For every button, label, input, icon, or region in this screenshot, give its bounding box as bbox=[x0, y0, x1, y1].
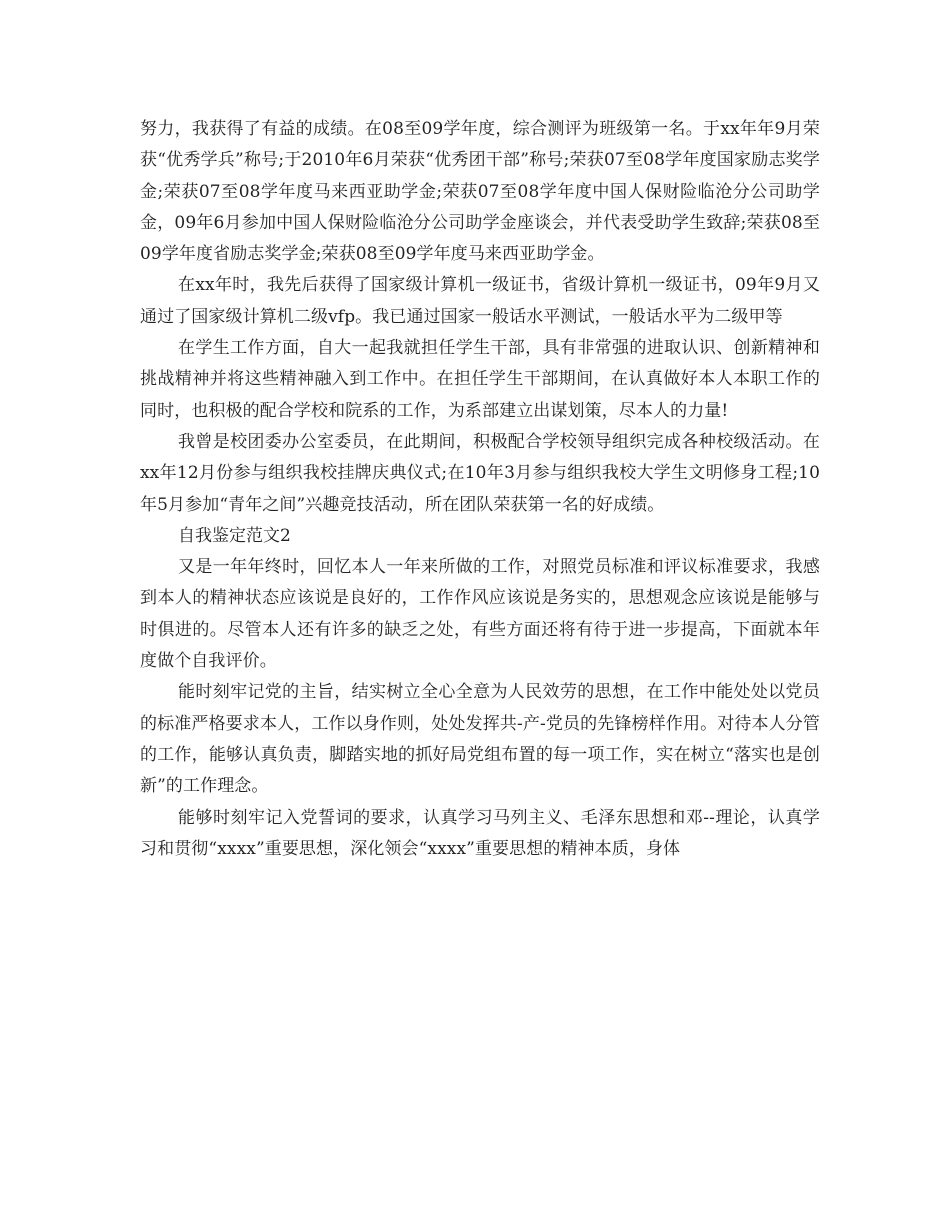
section-heading: 自我鉴定范文2 bbox=[178, 525, 291, 546]
paragraph-awards: 努力，我获得了有益的成绩。在08至09学年度，综合测评为班级第一名。于xx年年9月荣获“优秀学兵”称号;于2010年6月荣获“优秀团干部”称号;荣获07至08学年度国家励志奖学金;荣获07至08学年度马来西亚助学金;荣获07至08学年度中国人保财险临沧分公司助学金，09年6月参加中国人保财险临沧分公司助学金座谈会，并代表受助学生致辞;荣获08至09学年度省励志奖学金;荣获08至09学年度马来西亚助学金。 bbox=[140, 119, 820, 265]
document-body bbox=[140, 114, 820, 865]
paragraph-league-committee: 我曾是校团委办公室委员，在此期间，积极配合学校领导组织完成各种校级活动。在xx年12月份参与组织我校挂牌庆典仪式;在10年3月参与组织我校大学生文明修身工程;10年5月参加“青年之间”兴趣竞技活动，所在团队荣获第一名的好成绩。 bbox=[140, 431, 820, 515]
paragraph-party-oath: 能够时刻牢记入党誓词的要求，认真学习马列主义、毛泽东思想和邓--理论，认真学习和贯彻“xxxx”重要思想，深化领会“xxxx”重要思想的精神本质，身体 bbox=[140, 807, 820, 859]
paragraph-party-purpose: 能时刻牢记党的主旨，结实树立全心全意为人民效劳的思想，在工作中能处处以党员的标准严格要求本人，工作以身作则，处处发挥共-产-党员的先锋榜样作用。对待本人分管的工作，能够认真负责，脚踏实地的抓好局党组布置的每一项工作，实在树立“落实也是创新”的工作理念。 bbox=[140, 682, 820, 797]
paragraph-year-end-review: 又是一年年终时，回忆本人一年来所做的工作，对照党员标准和评议标准要求，我感到本人的精神状态应该说是良好的，工作作风应该说是务实的，思想观念应该说是能够与时俱进的。尽管本人还有许多的缺乏之处，有些方面还将有待于进一步提高，下面就本年度做个自我评价。 bbox=[140, 557, 820, 672]
paragraph-certificates: 在xx年时，我先后获得了国家级计算机一级证书，省级计算机一级证书，09年9月又通过了国家级计算机二级vfp。我已通过国家一般话水平测试，一般话水平为二级甲等 bbox=[140, 275, 820, 327]
paragraph-student-work: 在学生工作方面，自大一起我就担任学生干部，具有非常强的进取认识、创新精神和挑战精神并将这些精神融入到工作中。在担任学生干部期间，在认真做好本人本职工作的同时，也积极的配合学校和院系的工作，为系部建立出谋划策，尽本人的力量! bbox=[140, 338, 820, 421]
